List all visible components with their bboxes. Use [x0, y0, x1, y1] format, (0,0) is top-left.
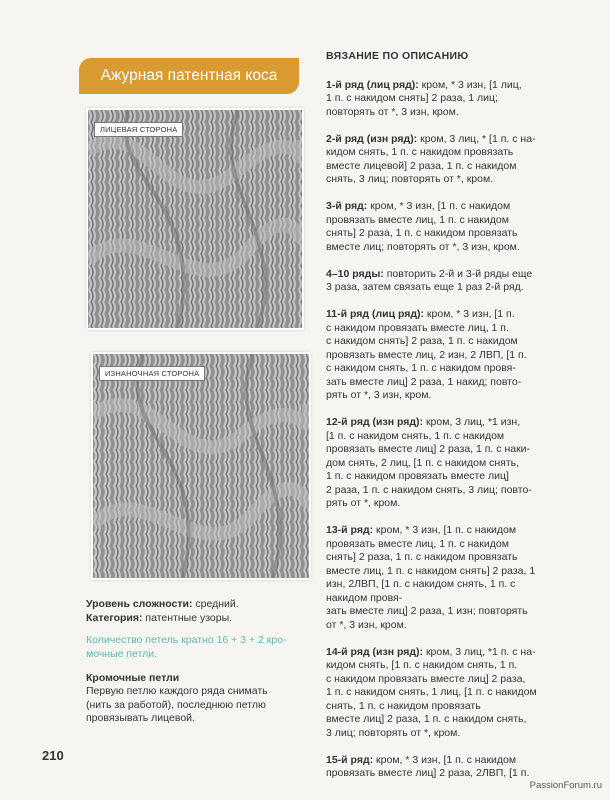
instruction-line: вместе лиц] 2 раза, 1 п. с накидом снять,	[326, 713, 527, 725]
instructions-heading: ВЯЗАНИЕ ПО ОПИСАНИЮ	[326, 50, 469, 62]
page-number: 210	[42, 748, 64, 763]
row-label: 14-й ряд (изн ряд):	[326, 645, 424, 658]
row-text: повторить 2-й и 3-й ряды еще	[383, 267, 533, 280]
instruction-line	[326, 754, 554, 768]
row-label: 1-й ряд (лиц ряд):	[326, 78, 419, 91]
row-text: кром, * 3 изн, [1 лиц,	[418, 78, 522, 91]
level-value: средний.	[192, 598, 239, 610]
row-text: кром, * 3 изн, [1 п.	[424, 308, 515, 320]
watermark: PassionForum.ru	[529, 780, 602, 791]
instruction-line: повторять от *, 3 изн, кром.	[326, 105, 459, 118]
instruction-line: зать вместе лиц] 2 раза, 1 накид; повто-	[326, 375, 522, 388]
back-side-label: ИЗНАНОЧНАЯ СТОРОНА	[99, 366, 205, 381]
instruction-line: провязать вместе лиц, 1 п. с накидом	[326, 213, 509, 226]
instruction-line: с накидом провязать вместе лиц] 2 раза,	[326, 672, 526, 685]
instruction-line: 1 п. с накидом провязать вместе лиц]	[326, 470, 509, 482]
instruction-line: 3 раза, затем связать еще 1 раз 2-й ряд.	[326, 281, 524, 293]
row-instruction	[326, 416, 554, 511]
instruction-line: кидом снять, 1 п. с накидом провязать	[326, 146, 514, 158]
category-value: патентные узоры.	[142, 611, 233, 624]
instruction-line: 3 лиц; повторять от *, кром.	[326, 726, 461, 739]
instruction-line	[326, 200, 554, 214]
instruction-line: с накидом снять, 1 п. с накидом провя-	[326, 362, 516, 374]
row-label: 2-й ряд (изн ряд):	[326, 132, 418, 145]
instruction-line	[326, 308, 554, 322]
stitch-count-line: мочные петли.	[86, 647, 158, 660]
edge-line: провязывать лицевой.	[86, 712, 195, 724]
row-text: кром, * 3 изн, [1 п. с накидом	[373, 524, 517, 536]
row-text: кром, 3 лиц, *1 п. с на-	[423, 645, 536, 658]
row-instruction	[326, 308, 554, 403]
row-instruction	[326, 524, 554, 632]
edge-line: (нить за работой), последнюю петлю	[86, 698, 266, 711]
instruction-line: вместе лиц, 1 п. с накидом снять] 2 раза, 1 изн, 2ЛВП, [1 п. с накидом снять, 1 п. с накидом провя-	[326, 564, 536, 604]
photo-front-side	[86, 108, 304, 330]
pattern-title: Ажурная патентная коса	[79, 58, 299, 94]
instruction-line: рять от *, кром.	[326, 497, 401, 509]
row-instruction	[326, 268, 554, 295]
instruction-line: с накидом снять] 2 раза, 1 п. с накидом	[326, 335, 518, 347]
row-label: 12-й ряд (изн ряд):	[326, 416, 424, 428]
instruction-line: с накидом провязать вместе лиц, 1 п.	[326, 321, 509, 334]
instruction-line: провязать вместе лиц, 1 п. с накидом	[326, 537, 509, 550]
photo-back-side	[91, 352, 311, 580]
row-label: 11-й ряд (лиц ряд):	[326, 308, 425, 320]
stitch-count	[86, 634, 306, 661]
instruction-line: снять, 3 лиц; повторять от *, кром.	[326, 173, 494, 185]
instruction-line: снять] 2 раза, 1 п. с накидом провязать	[326, 551, 518, 563]
instruction-line: провязать вместе лиц] 2 раза, 1 п. с наки-	[326, 443, 531, 455]
instruction-line	[326, 524, 554, 538]
instructions-column	[326, 50, 554, 794]
pattern-info	[86, 598, 306, 625]
instruction-line: зать вместе лиц] 2 раза, 1 изн; повторять	[326, 605, 528, 617]
instruction-line	[326, 79, 554, 93]
instruction-line: провязать вместе лиц, 2 изн, 2 ЛВП, [1 п.	[326, 348, 527, 361]
row-instruction	[326, 754, 554, 781]
row-instructions	[326, 79, 554, 781]
level-label: Уровень сложности:	[86, 598, 193, 610]
instruction-line: 1 п. с накидом снять, 1 лиц, [1 п. с накидом	[326, 686, 537, 698]
instruction-line: рять от *, 3 изн, кром.	[326, 389, 432, 401]
row-text: кром, * 3 изн, [1 п. с накидом	[367, 200, 511, 212]
row-text: кром, 3 лиц, *1 изн,	[423, 416, 521, 428]
instruction-line: 1 п. с накидом снять] 2 раза, 1 лиц;	[326, 92, 498, 104]
instruction-line	[326, 416, 554, 430]
front-side-label: ЛИЦЕВАЯ СТОРОНА	[94, 122, 183, 137]
row-instruction	[326, 646, 554, 741]
instruction-line	[326, 133, 554, 147]
instruction-line	[326, 268, 554, 282]
category-label: Категория:	[86, 611, 143, 624]
instruction-line: вместе лиц; повторять от *, 3 изн, кром.	[326, 240, 520, 253]
edge-stitches-text	[86, 685, 306, 726]
row-label: 3-й ряд:	[326, 200, 368, 212]
instruction-line: [1 п. с накидом снять, 1 п. с накидом	[326, 429, 505, 442]
row-label: 15-й ряд:	[326, 753, 374, 766]
instruction-line: провязать вместе лиц] 2 раза, 2ЛВП, [1 п.	[326, 767, 530, 779]
edge-line: Первую петлю каждого ряда снимать	[86, 685, 268, 697]
instruction-line: от *, 3 изн, кром.	[326, 618, 407, 631]
stitch-count-line: Количество петель кратно 16 + 3 + 2 кро-	[86, 634, 287, 646]
row-label: 4–10 ряды:	[326, 267, 384, 280]
knit-texture-image	[88, 110, 302, 328]
edge-stitches-title: Кромочные петли	[86, 672, 180, 684]
knit-texture-image	[93, 354, 309, 578]
row-label: 13-й ряд:	[326, 524, 374, 536]
row-text: кром, * 3 изн, [1 п. с накидом	[373, 753, 517, 766]
instruction-line: вместе лицевой] 2 раза, 1 п. с накидом	[326, 159, 517, 172]
instruction-line: дом снять, 2 лиц, [1 п. с накидом снять,	[326, 456, 520, 469]
instruction-line: снять] 2 раза, 1 п. с накидом провязать	[326, 227, 518, 239]
row-instruction	[326, 79, 554, 120]
row-text: кром, 3 лиц, * [1 п. с на-	[417, 132, 536, 145]
row-instruction	[326, 133, 554, 187]
instruction-line: кидом снять, [1 п. с накидом снять, 1 п.	[326, 659, 518, 671]
row-instruction	[326, 200, 554, 254]
instruction-line: снять, 1 п. с накидом провязать	[326, 699, 481, 712]
instruction-line: 2 раза, 1 п. с накидом снять, 3 лиц; повто-	[326, 483, 532, 496]
instruction-line	[326, 646, 554, 660]
